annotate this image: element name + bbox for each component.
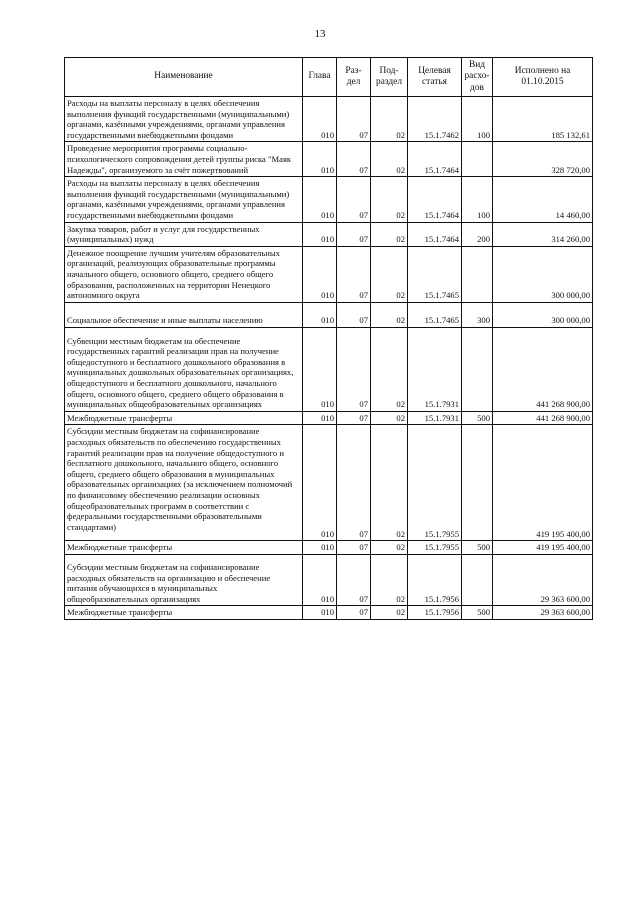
- row-razdel: 07: [337, 97, 371, 142]
- row-vid: [462, 246, 493, 302]
- page-number: 13: [314, 28, 326, 40]
- row-statya: 15.1.7931: [408, 411, 462, 425]
- row-name: Социальное обеспечение и иные выплаты населению: [65, 302, 303, 327]
- table-header-row: [65, 58, 593, 97]
- row-podrazdel: 02: [371, 177, 408, 222]
- table-row: [65, 606, 593, 620]
- row-razdel: 07: [337, 554, 371, 605]
- row-statya: 15.1.7955: [408, 541, 462, 555]
- table-row: [65, 177, 593, 222]
- row-glava: 010: [303, 606, 337, 620]
- row-amount: 441 268 900,00: [493, 327, 593, 411]
- table-row: [65, 425, 593, 541]
- header-ispolneno: Исполнено на 01.10.2015: [493, 58, 593, 97]
- row-podrazdel: 02: [371, 142, 408, 177]
- row-amount: 419 195 400,00: [493, 425, 593, 541]
- row-razdel: 07: [337, 302, 371, 327]
- row-vid: 200: [462, 222, 493, 246]
- row-podrazdel: 02: [371, 327, 408, 411]
- header-razdel: Раз- дел: [337, 58, 371, 97]
- row-podrazdel: 02: [371, 222, 408, 246]
- row-statya: 15.1.7931: [408, 327, 462, 411]
- header-statya: Целевая статья: [408, 58, 462, 97]
- row-statya: 15.1.7464: [408, 142, 462, 177]
- row-name: Межбюджетные трансферты: [65, 541, 303, 555]
- row-glava: 010: [303, 246, 337, 302]
- row-name: Межбюджетные трансферты: [65, 606, 303, 620]
- table-row: [65, 97, 593, 142]
- row-vid: 500: [462, 606, 493, 620]
- row-vid: [462, 327, 493, 411]
- row-podrazdel: 02: [371, 554, 408, 605]
- row-amount: 29 363 600,00: [493, 606, 593, 620]
- row-name: Субвенции местным бюджетам на обеспечение государственных гарантий реализации прав на получение общедоступного и бесплатного дошкольного образования в муниципальных дошкольных образовательных организациях, общедоступного и бесплатного дошкольного, начального общего, основного общего, среднего общего образования в муниципальных общеобразовательных организациях: [65, 327, 303, 411]
- table-row: [65, 411, 593, 425]
- row-glava: 010: [303, 327, 337, 411]
- table-row: [65, 541, 593, 555]
- row-amount: 314 260,00: [493, 222, 593, 246]
- row-glava: 010: [303, 97, 337, 142]
- row-amount: 14 460,00: [493, 177, 593, 222]
- row-vid: [462, 142, 493, 177]
- header-vid: Вид расхо- дов: [462, 58, 493, 97]
- row-vid: [462, 554, 493, 605]
- row-podrazdel: 02: [371, 302, 408, 327]
- table-row: [65, 222, 593, 246]
- row-statya: 15.1.7462: [408, 97, 462, 142]
- row-razdel: 07: [337, 246, 371, 302]
- row-statya: 15.1.7464: [408, 177, 462, 222]
- row-name: Субсидии местным бюджетам на софинансирование расходных обязательств по обеспечению государственных гарантий реализации прав на получение общедоступного и бесплатного дошкольного, начального общего, основного общего, среднего общего образования в муниципальных образовательных организациях (за исключением полномочий по финансовому обеспечению реализации основных общеобразовательных программ в соответствии с федеральными государственными образовательными стандартами): [65, 425, 303, 541]
- row-razdel: 07: [337, 177, 371, 222]
- row-name: Расходы на выплаты персоналу в целях обеспечения выполнения функций государственными (муниципальными) органами, казёнными учреждениями, органами управления государственными внебюджетными фондами: [65, 177, 303, 222]
- table-row: [65, 554, 593, 605]
- row-podrazdel: 02: [371, 97, 408, 142]
- row-razdel: 07: [337, 411, 371, 425]
- row-name: Межбюджетные трансферты: [65, 411, 303, 425]
- row-amount: 441 268 900,00: [493, 411, 593, 425]
- row-vid: [462, 425, 493, 541]
- header-podrazdel: Под- раздел: [371, 58, 408, 97]
- row-razdel: 07: [337, 222, 371, 246]
- row-statya: 15.1.7956: [408, 554, 462, 605]
- table-row: [65, 327, 593, 411]
- row-glava: 010: [303, 302, 337, 327]
- row-razdel: 07: [337, 327, 371, 411]
- row-statya: 15.1.7956: [408, 606, 462, 620]
- header-glava: Глава: [303, 58, 337, 97]
- row-statya: 15.1.7465: [408, 246, 462, 302]
- row-razdel: 07: [337, 425, 371, 541]
- row-amount: 300 000,00: [493, 302, 593, 327]
- row-name: Субсидии местным бюджетам на софинансирование расходных обязательств на организацию и обеспечение питания обучающихся в муниципальных общеобразовательных организациях: [65, 554, 303, 605]
- row-amount: 300 000,00: [493, 246, 593, 302]
- budget-table: [64, 57, 593, 620]
- row-glava: 010: [303, 411, 337, 425]
- row-name: Проведение мероприятия программы социально-психологического сопровождения детей группы риска "Маяк Надежды", организуемого за счёт пожертвований: [65, 142, 303, 177]
- row-glava: 010: [303, 142, 337, 177]
- row-amount: 185 132,61: [493, 97, 593, 142]
- row-vid: 300: [462, 302, 493, 327]
- row-podrazdel: 02: [371, 411, 408, 425]
- row-amount: 419 195 400,00: [493, 541, 593, 555]
- table-row: [65, 142, 593, 177]
- row-podrazdel: 02: [371, 246, 408, 302]
- row-amount: 328 720,00: [493, 142, 593, 177]
- row-vid: 500: [462, 411, 493, 425]
- header-name: Наименование: [65, 58, 303, 97]
- row-name: Расходы на выплаты персоналу в целях обеспечения выполнения функций государственными (муниципальными) органами, казёнными учреждениями, органами управления государственными внебюджетными фондами: [65, 97, 303, 142]
- table-row: [65, 302, 593, 327]
- row-statya: 15.1.7465: [408, 302, 462, 327]
- row-vid: 500: [462, 541, 493, 555]
- row-statya: 15.1.7464: [408, 222, 462, 246]
- row-razdel: 07: [337, 606, 371, 620]
- row-vid: 100: [462, 97, 493, 142]
- row-glava: 010: [303, 554, 337, 605]
- row-podrazdel: 02: [371, 425, 408, 541]
- row-name: Денежное поощрение лучшим учителям образовательных организаций, реализующих образовательные программы начального общего, основного общего, среднего общего образования, расположенных на территории Ненецкого автономного округа: [65, 246, 303, 302]
- row-glava: 010: [303, 541, 337, 555]
- row-statya: 15.1.7955: [408, 425, 462, 541]
- row-razdel: 07: [337, 142, 371, 177]
- row-podrazdel: 02: [371, 541, 408, 555]
- row-podrazdel: 02: [371, 606, 408, 620]
- row-razdel: 07: [337, 541, 371, 555]
- row-amount: 29 363 600,00: [493, 554, 593, 605]
- row-name: Закупка товаров, работ и услуг для государственных (муниципальных) нужд: [65, 222, 303, 246]
- row-glava: 010: [303, 222, 337, 246]
- row-vid: 100: [462, 177, 493, 222]
- table-row: [65, 246, 593, 302]
- row-glava: 010: [303, 177, 337, 222]
- row-glava: 010: [303, 425, 337, 541]
